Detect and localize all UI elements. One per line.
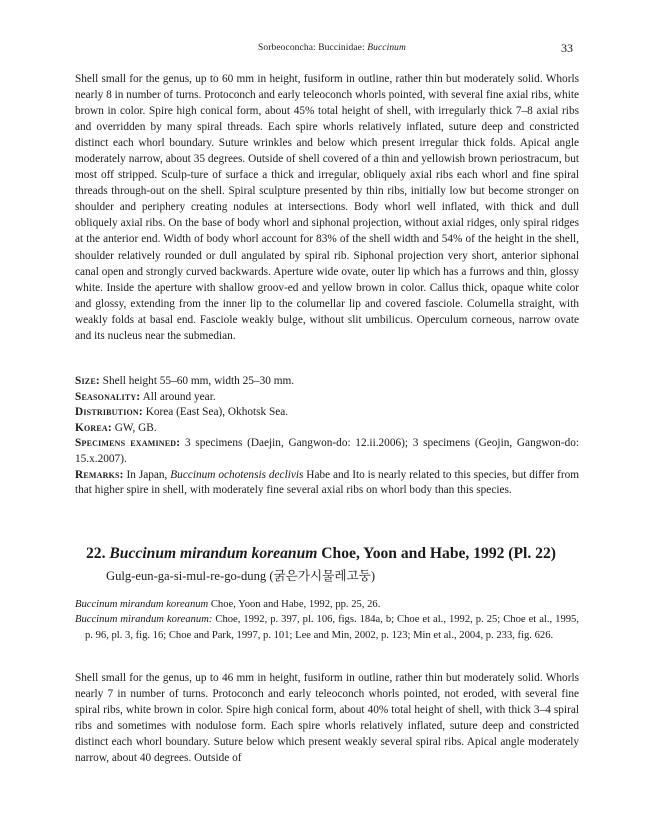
specimens-value: 3 specimens (Daejin, Gangwon-do: 12.ii.2006); 3 specimens (Geojin, Gangwon-do: 15.x.2007). [75,437,580,465]
remarks-post: Habe and Ito is nearly related to this species, but differ from that higher spire in shell, with moderately fine several axial ribs on whorl body than this species. [75,468,580,497]
korea-value: GW, GB. [114,421,157,434]
size-value: Shell height 55–60 mm, width 25–30 mm. [102,375,295,387]
synonymy-taxon: Buccinum mirandum koreanum: [75,614,213,626]
running-head-genus: Buccinum [367,43,406,53]
species-authority: Choe, Yoon and Habe, 1992 (Pl. 22) [321,545,556,562]
running-head [258,43,406,53]
korea-field [75,421,579,437]
description-paragraph-1: Shell small for the genus, up to 60 mm in height, fusiform in outline, rather thin but moderately solid. Whorls nearly 8 in number of turns. Protoconch and early teleoconch whorls pointed, with several fine axial ribs, white brown in color. Spire high conical form, about 45% total height of shell, with irregularly thick 7–8 axial ribs and overridden by many spiral threads. Each spire whorls relatively inflated, suture deep and constricted distinct each whorl boundary. Suture wrinkles and below which present irregular thick folds. Apical angle moderately narrow, about 35 degrees. Outside of shell covered of a thin and yellowish brown periostracum, but most off stripped. Sculp-ture of surface a thick and irregular, obliquely axial ribs each whorl and fine spiral threads through-out on the shell. Spiral sculpture presented by thin ribs, initially low but become stronger on shoulder and periphery creating nodules at intersections. Body whorl well inflated, with thick and dull obliquely axial ribs. On the base of body whorl and siphonal projection, without axial ridges, only spiral ridges at the anterior end. Width of body whorl account for 83% of the shell width and 54% of the height in the shell, shoulder relatively rounded or dull angulated by spiral rib. Siphonal projection very short, anterior siphonal canal open and strongly curved backwards. Aperture wide ovate, outer lip which has a furrows and thin, glossy white. Inside the aperture with shallow groov-ed and yellow brown in color. Callus thick, opaque white color and glossy, extending from the inner lip to the columellar lip and covered fasciole. Columella straight, with weakly folds at basal end. Fasciole weakly bulge, without slit umbilicus. Operculum corneous, narrow ovate and its nucleus near the submedian. [75,73,579,342]
size-field [75,374,579,390]
species-number: 22. [86,545,106,562]
distribution-label: Distribution: [75,406,143,419]
korea-label: Korea: [75,421,112,434]
remarks-field [75,468,579,499]
synonymy-taxon: Buccinum mirandum koreanum [75,599,209,610]
species-fields [75,374,579,499]
distribution-value: Korea (East Sea), Okhotsk Sea. [145,406,289,419]
synonymy-citation: Choe, 1992, p. 397, pl. 106, figs. 184a, b; Choe et al., 1992, p. 25; Choe et al., 1995, p. 96, pl. 3, fig. 16; Choe and Park, 1997, p. 101; Lee and Min, 2002, p. 123; Min et al., 2004, p. 233, fig. 626. [85,614,579,641]
remarks-label: Remarks: [75,468,124,481]
distribution-field [75,405,579,421]
synonymy-list [75,597,579,643]
species-name: Buccinum mirandum koreanum [109,545,318,562]
description-paragraph-2: Shell small for the genus, up to 46 mm in height, fusiform in outline, rather thin but moderately solid. Whorls nearly 7 in number of turns. Protoconch and early teleoconch whorls pointed, not eroded, with several fine spiral ribs, white brown in color. Spire high conical form, about 40% total height of shell, with thick 3–4 spiral ribs and sometimes with nodulose form. Each spire whorls relatively inflated, suture deep and constricted distinct each whorl boundary. Suture below which present weakly several spiral ribs. Apical angle moderately narrow, about 40 degrees. Outside of [75,672,579,765]
size-label: Size: [75,375,100,387]
page-number: 33 [561,41,573,55]
seasonality-field [75,390,579,406]
synonymy-entry [75,612,579,643]
running-head-prefix: Sorbeoconcha: Buccinidae: [258,43,368,53]
specimens-label: Specimens examined: [75,437,181,450]
seasonality-value: All around year. [142,390,216,403]
remarks-pre: In Japan, [126,468,168,481]
seasonality-label: Seasonality: [75,390,141,403]
species-heading [86,544,576,564]
remarks-species: Buccinum ochotensis declivis [170,468,304,481]
synonymy-entry [75,597,579,612]
specimens-field [75,436,579,467]
synonymy-citation: Choe, Yoon and Habe, 1992, pp. 25, 26. [210,599,381,610]
species-common-name: Gulg-eun-ga-si-mul-re-go-dung (굵은가시물레고둥) [106,569,376,583]
